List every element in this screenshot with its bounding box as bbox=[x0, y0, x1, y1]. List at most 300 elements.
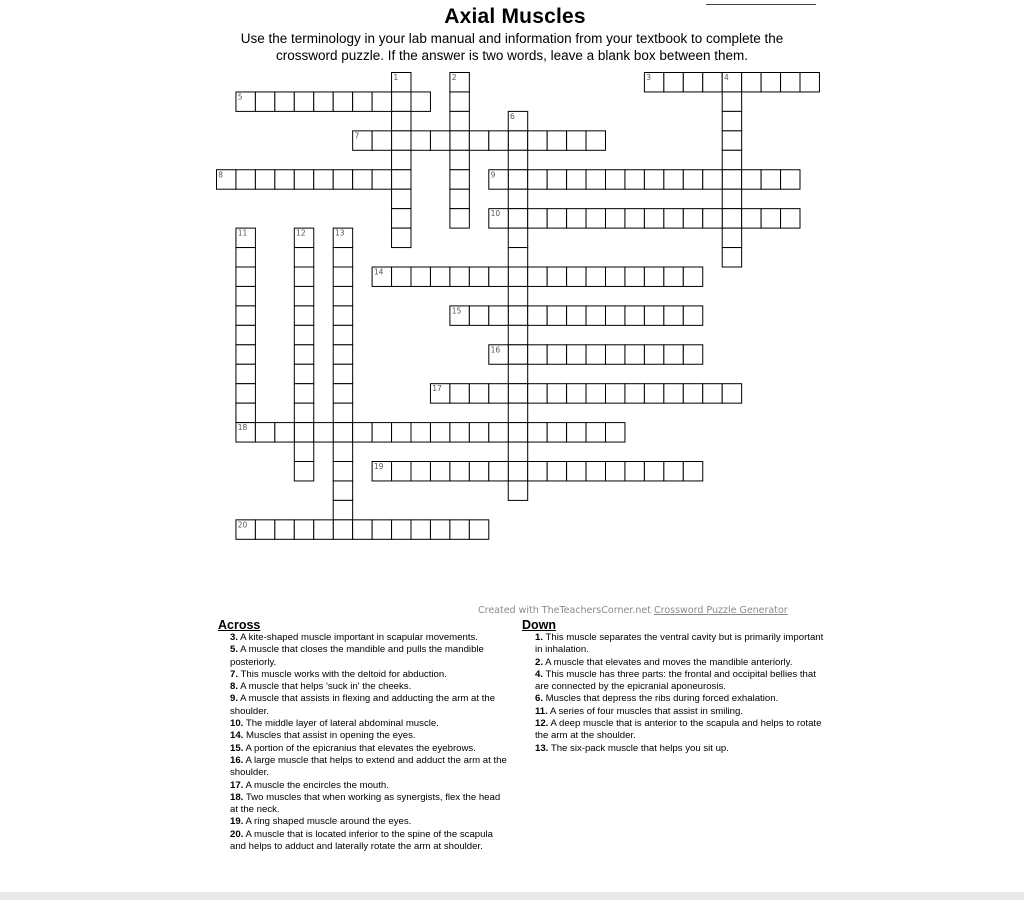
across-clue bbox=[230, 816, 510, 828]
grid-cell[interactable] bbox=[314, 520, 333, 539]
grid-cell[interactable] bbox=[275, 92, 294, 111]
grid-cell[interactable] bbox=[664, 170, 683, 189]
clue-text: A muscle that helps 'suck in' the cheeks. bbox=[238, 681, 412, 693]
grid-cell[interactable] bbox=[703, 384, 722, 403]
grid-cell[interactable] bbox=[625, 345, 644, 364]
grid-cell[interactable] bbox=[606, 209, 625, 228]
clue-number: 15. bbox=[230, 742, 244, 754]
down-clue bbox=[535, 693, 825, 705]
credit-text: Created with TheTeachersCorner.net bbox=[478, 605, 651, 616]
clue-number: 10. bbox=[230, 718, 244, 730]
grid-cell[interactable] bbox=[469, 267, 488, 286]
grid-cell[interactable] bbox=[508, 325, 527, 344]
grid-cell[interactable] bbox=[392, 209, 411, 228]
clue-number: 20. bbox=[230, 828, 244, 840]
grid-cell[interactable] bbox=[372, 131, 391, 150]
grid-cell[interactable] bbox=[275, 170, 294, 189]
grid-cell[interactable] bbox=[567, 384, 586, 403]
grid-cell[interactable] bbox=[606, 345, 625, 364]
down-clue bbox=[535, 706, 825, 718]
cell-number: 9 bbox=[490, 170, 496, 180]
clue-number: 1. bbox=[535, 632, 544, 643]
grid-cell[interactable] bbox=[625, 462, 644, 481]
grid-cell[interactable] bbox=[800, 73, 819, 92]
grid-cell[interactable] bbox=[761, 170, 780, 189]
grid-cell[interactable] bbox=[411, 131, 430, 150]
grid-cell[interactable] bbox=[294, 364, 313, 383]
grid-cell[interactable] bbox=[722, 150, 741, 169]
grid-cell[interactable] bbox=[392, 520, 411, 539]
grid-cell[interactable] bbox=[781, 73, 800, 92]
grid-cell[interactable] bbox=[333, 500, 352, 519]
grid-cell[interactable] bbox=[294, 248, 313, 267]
grid-cell[interactable] bbox=[547, 306, 566, 325]
clue-text: A kite-shaped muscle important in scapular movements. bbox=[238, 632, 478, 643]
grid-cell[interactable] bbox=[508, 345, 527, 364]
grid-cell[interactable] bbox=[528, 462, 547, 481]
cell-number: 19 bbox=[373, 462, 384, 471]
grid-cell[interactable] bbox=[567, 423, 586, 442]
grid-cell[interactable] bbox=[644, 267, 663, 286]
cell-number: 3 bbox=[646, 73, 651, 82]
grid-cell[interactable] bbox=[586, 267, 605, 286]
grid-cell[interactable] bbox=[722, 248, 741, 267]
grid-cell[interactable] bbox=[294, 267, 313, 286]
down-clue bbox=[535, 743, 825, 755]
grid-cell[interactable] bbox=[275, 520, 294, 539]
grid-cell[interactable] bbox=[489, 131, 508, 150]
grid-cell[interactable] bbox=[586, 131, 605, 150]
cell-number: 2 bbox=[451, 73, 457, 82]
grid-cell[interactable] bbox=[489, 423, 508, 442]
across-clue bbox=[230, 718, 510, 730]
grid-cell[interactable] bbox=[508, 131, 527, 150]
grid-cell[interactable] bbox=[528, 131, 547, 150]
grid-cell[interactable] bbox=[528, 209, 547, 228]
clue-text: A deep muscle that is anterior to the scapula and helps to rotate the arm at the shoulder. bbox=[535, 718, 822, 742]
grid-cell[interactable] bbox=[469, 306, 488, 325]
grid-cell[interactable] bbox=[294, 325, 313, 344]
grid-cell[interactable] bbox=[372, 520, 391, 539]
grid-cell[interactable] bbox=[644, 345, 663, 364]
grid-cell[interactable] bbox=[333, 325, 352, 344]
grid-cell[interactable] bbox=[567, 306, 586, 325]
across-clue bbox=[230, 829, 510, 854]
grid-cell[interactable] bbox=[567, 267, 586, 286]
clue-text: The middle layer of lateral abdominal muscle. bbox=[243, 718, 439, 730]
down-heading: Down bbox=[522, 618, 557, 632]
grid-cell[interactable] bbox=[294, 520, 313, 539]
grid-cell[interactable] bbox=[450, 384, 469, 403]
grid-cell[interactable] bbox=[294, 462, 313, 481]
grid-cell[interactable] bbox=[586, 384, 605, 403]
cell-number: 10 bbox=[490, 209, 501, 219]
grid-cell[interactable] bbox=[236, 364, 255, 383]
grid-cell[interactable] bbox=[430, 423, 449, 442]
grid-cell[interactable] bbox=[430, 267, 449, 286]
grid-cell[interactable] bbox=[333, 462, 352, 481]
clue-number: 9. bbox=[230, 693, 239, 705]
grid-cell[interactable] bbox=[508, 209, 527, 228]
page-bottom-edge bbox=[0, 892, 1024, 900]
grid-cell[interactable] bbox=[469, 462, 488, 481]
clue-text: This muscle separates the ventral cavity but is primarily important in inhalation. bbox=[535, 632, 824, 656]
grid-cell[interactable] bbox=[392, 170, 411, 189]
grid-cell[interactable] bbox=[664, 462, 683, 481]
grid-cell[interactable] bbox=[703, 209, 722, 228]
clue-number: 11. bbox=[535, 705, 548, 717]
grid-cell[interactable] bbox=[781, 209, 800, 228]
grid-cell[interactable] bbox=[508, 306, 527, 325]
grid-cell[interactable] bbox=[742, 73, 761, 92]
grid-cell[interactable] bbox=[469, 384, 488, 403]
grid-cell[interactable] bbox=[508, 462, 527, 481]
grid-cell[interactable] bbox=[586, 306, 605, 325]
grid-cell[interactable] bbox=[450, 267, 469, 286]
grid-cell[interactable] bbox=[606, 170, 625, 189]
grid-cell[interactable] bbox=[625, 306, 644, 325]
grid-cell[interactable] bbox=[742, 209, 761, 228]
grid-cell[interactable] bbox=[333, 345, 352, 364]
grid-cell[interactable] bbox=[333, 267, 352, 286]
clue-text: A portion of the epicranius that elevates the eyebrows. bbox=[243, 742, 476, 754]
grid-cell[interactable] bbox=[508, 189, 527, 208]
grid-cell[interactable] bbox=[508, 286, 527, 305]
instructions: Use the terminology in your lab manual and information from your textbook to complete the crossword puzzle. If the answer is two words, leave a blank box between them. bbox=[240, 31, 784, 63]
clue-text: A muscle that is located inferior to the spine of the scapula and helps to adduct and laterally rotate the arm at shoulder. bbox=[230, 828, 493, 853]
grid-cell[interactable] bbox=[469, 423, 488, 442]
grid-cell[interactable] bbox=[392, 423, 411, 442]
grid-cell[interactable] bbox=[508, 248, 527, 267]
grid-cell[interactable] bbox=[547, 131, 566, 150]
across-clue bbox=[230, 755, 510, 780]
cell-number: 1 bbox=[393, 73, 399, 82]
grid-cell[interactable] bbox=[644, 306, 663, 325]
across-clue bbox=[230, 693, 510, 718]
grid-cell[interactable] bbox=[644, 462, 663, 481]
grid-cell[interactable] bbox=[333, 520, 352, 539]
grid-cell[interactable] bbox=[567, 170, 586, 189]
grid-cell[interactable] bbox=[606, 462, 625, 481]
clue-text: Muscles that depress the ribs during forced exhalation. bbox=[543, 693, 779, 705]
clue-text: Two muscles that when working as synergists, flex the head at the neck. bbox=[230, 791, 501, 816]
grid-cell[interactable] bbox=[683, 170, 702, 189]
grid-cell[interactable] bbox=[547, 170, 566, 189]
grid-cell[interactable] bbox=[294, 345, 313, 364]
grid-cell[interactable] bbox=[722, 111, 741, 130]
grid-cell[interactable] bbox=[528, 306, 547, 325]
grid-cell[interactable] bbox=[392, 189, 411, 208]
grid-cell[interactable] bbox=[508, 364, 527, 383]
grid-cell[interactable] bbox=[314, 423, 333, 442]
grid-cell[interactable] bbox=[625, 170, 644, 189]
grid-cell[interactable] bbox=[586, 209, 605, 228]
grid-cell[interactable] bbox=[294, 306, 313, 325]
down-clue-list bbox=[535, 632, 825, 755]
grid-cell[interactable] bbox=[450, 423, 469, 442]
grid-cell[interactable] bbox=[392, 462, 411, 481]
grid-cell[interactable] bbox=[333, 364, 352, 383]
grid-cell[interactable] bbox=[450, 150, 469, 169]
clue-text: A series of four muscles that assist in smiling. bbox=[547, 705, 743, 717]
grid-cell[interactable] bbox=[353, 423, 372, 442]
grid-cell[interactable] bbox=[353, 520, 372, 539]
grid-cell[interactable] bbox=[411, 462, 430, 481]
grid-cell[interactable] bbox=[606, 384, 625, 403]
grid-cell[interactable] bbox=[703, 170, 722, 189]
grid-cell[interactable] bbox=[567, 131, 586, 150]
grid-cell[interactable] bbox=[664, 306, 683, 325]
grid-cell[interactable] bbox=[333, 481, 352, 500]
clue-number: 19. bbox=[230, 816, 244, 828]
grid-cell[interactable] bbox=[333, 423, 352, 442]
cell-number: 14 bbox=[373, 267, 384, 277]
grid-cell[interactable] bbox=[333, 92, 352, 111]
grid-cell[interactable] bbox=[567, 345, 586, 364]
grid-cell[interactable] bbox=[236, 248, 255, 267]
grid-cell[interactable] bbox=[255, 520, 274, 539]
grid-cell[interactable] bbox=[372, 423, 391, 442]
grid-cell[interactable] bbox=[450, 462, 469, 481]
grid-cell[interactable] bbox=[703, 73, 722, 92]
grid-cell[interactable] bbox=[353, 170, 372, 189]
grid-cell[interactable] bbox=[606, 423, 625, 442]
grid-cell[interactable] bbox=[664, 384, 683, 403]
grid-cell[interactable] bbox=[547, 267, 566, 286]
grid-cell[interactable] bbox=[683, 384, 702, 403]
grid-cell[interactable] bbox=[333, 286, 352, 305]
grid-cell[interactable] bbox=[430, 462, 449, 481]
grid-cell[interactable] bbox=[294, 423, 313, 442]
grid-cell[interactable] bbox=[372, 92, 391, 111]
grid-cell[interactable] bbox=[722, 189, 741, 208]
grid-cell[interactable] bbox=[450, 209, 469, 228]
grid-cell[interactable] bbox=[430, 131, 449, 150]
grid-cell[interactable] bbox=[294, 286, 313, 305]
grid-cell[interactable] bbox=[528, 384, 547, 403]
grid-cell[interactable] bbox=[586, 345, 605, 364]
grid-cell[interactable] bbox=[450, 170, 469, 189]
down-clue bbox=[535, 718, 825, 743]
grid-cell[interactable] bbox=[411, 267, 430, 286]
clue-number: 3. bbox=[230, 632, 239, 643]
down-clue bbox=[535, 669, 825, 694]
clue-number: 12. bbox=[535, 718, 549, 730]
grid-cell[interactable] bbox=[314, 170, 333, 189]
cell-number: 15 bbox=[451, 306, 462, 316]
clue-number: 16. bbox=[230, 754, 244, 766]
grid-cell[interactable] bbox=[508, 150, 527, 169]
grid-cell[interactable] bbox=[508, 442, 527, 461]
grid-cell[interactable] bbox=[508, 481, 527, 500]
grid-cell[interactable] bbox=[586, 423, 605, 442]
grid-cell[interactable] bbox=[722, 131, 741, 150]
grid-cell[interactable] bbox=[294, 403, 313, 422]
grid-cell[interactable] bbox=[333, 248, 352, 267]
clue-text: The six-pack muscle that helps you sit up. bbox=[548, 742, 729, 754]
grid-cell[interactable] bbox=[644, 384, 663, 403]
across-clue-list bbox=[230, 632, 510, 853]
grid-cell[interactable] bbox=[372, 170, 391, 189]
grid-cell[interactable] bbox=[333, 384, 352, 403]
grid-cell[interactable] bbox=[411, 92, 430, 111]
grid-cell[interactable] bbox=[392, 150, 411, 169]
grid-cell[interactable] bbox=[722, 209, 741, 228]
grid-cell[interactable] bbox=[333, 170, 352, 189]
grid-cell[interactable] bbox=[294, 170, 313, 189]
grid-cell[interactable] bbox=[353, 92, 372, 111]
grid-cell[interactable] bbox=[236, 384, 255, 403]
grid-cell[interactable] bbox=[469, 520, 488, 539]
generator-link[interactable]: Crossword Puzzle Generator bbox=[653, 605, 788, 616]
across-clue bbox=[230, 792, 510, 817]
grid-cell[interactable] bbox=[547, 345, 566, 364]
grid-cell[interactable] bbox=[761, 73, 780, 92]
grid-cell[interactable] bbox=[586, 170, 605, 189]
clue-text: This muscle works with the deltoid for abduction. bbox=[238, 668, 447, 680]
clue-text: A large muscle that helps to extend and adduct the arm at the shoulder. bbox=[230, 754, 507, 779]
grid-cell[interactable] bbox=[255, 92, 274, 111]
clue-number: 18. bbox=[230, 791, 244, 803]
grid-cell[interactable] bbox=[567, 462, 586, 481]
cell-number: 6 bbox=[510, 111, 515, 121]
grid-cell[interactable] bbox=[664, 73, 683, 92]
grid-cell[interactable] bbox=[664, 345, 683, 364]
grid-cell[interactable] bbox=[236, 170, 255, 189]
grid-cell[interactable] bbox=[236, 403, 255, 422]
grid-cell[interactable] bbox=[236, 325, 255, 344]
grid-cell[interactable] bbox=[781, 170, 800, 189]
grid-cell[interactable] bbox=[528, 345, 547, 364]
grid-cell[interactable] bbox=[683, 345, 702, 364]
grid-cell[interactable] bbox=[547, 462, 566, 481]
grid-cell[interactable] bbox=[489, 267, 508, 286]
grid-cell[interactable] bbox=[547, 209, 566, 228]
grid-cell[interactable] bbox=[333, 403, 352, 422]
clue-number: 13. bbox=[535, 742, 549, 754]
grid-cell[interactable] bbox=[528, 267, 547, 286]
grid-cell[interactable] bbox=[411, 520, 430, 539]
grid-cell[interactable] bbox=[722, 92, 741, 111]
grid-cell[interactable] bbox=[547, 423, 566, 442]
cell-number: 16 bbox=[490, 345, 501, 355]
grid-cell[interactable] bbox=[508, 423, 527, 442]
grid-cell[interactable] bbox=[683, 306, 702, 325]
grid-cell[interactable] bbox=[294, 442, 313, 461]
clue-text: A muscle that assists in flexing and adducting the arm at the shoulder. bbox=[230, 693, 496, 717]
clue-number: 4. bbox=[535, 668, 544, 680]
grid-cell[interactable] bbox=[236, 267, 255, 286]
cell-number: 4 bbox=[724, 73, 729, 82]
grid-cell[interactable] bbox=[392, 92, 411, 111]
grid-cell[interactable] bbox=[722, 228, 741, 247]
grid-cell[interactable] bbox=[236, 286, 255, 305]
grid-cell[interactable] bbox=[255, 423, 274, 442]
grid-cell[interactable] bbox=[450, 189, 469, 208]
grid-cell[interactable] bbox=[644, 209, 663, 228]
grid-cell[interactable] bbox=[489, 384, 508, 403]
clue-text: A muscle that closes the mandible and pulls the mandible posteriorly. bbox=[230, 644, 484, 668]
cell-number: 11 bbox=[237, 228, 248, 238]
grid-cell[interactable] bbox=[625, 384, 644, 403]
cell-number: 20 bbox=[237, 520, 248, 530]
down-clue bbox=[535, 632, 825, 657]
grid-cell[interactable] bbox=[236, 306, 255, 325]
grid-cell[interactable] bbox=[742, 170, 761, 189]
clue-number: 7. bbox=[230, 668, 239, 680]
grid-cell[interactable] bbox=[255, 170, 274, 189]
grid-cell[interactable] bbox=[664, 267, 683, 286]
grid-cell[interactable] bbox=[508, 384, 527, 403]
grid-cell[interactable] bbox=[450, 520, 469, 539]
grid-cell[interactable] bbox=[392, 111, 411, 130]
grid-cell[interactable] bbox=[411, 423, 430, 442]
clue-number: 6. bbox=[535, 693, 544, 705]
grid-cell[interactable] bbox=[528, 170, 547, 189]
grid-cell[interactable] bbox=[567, 209, 586, 228]
grid-cell[interactable] bbox=[664, 209, 683, 228]
grid-cell[interactable] bbox=[683, 462, 702, 481]
clue-number: 5. bbox=[230, 644, 239, 656]
grid-cell[interactable] bbox=[469, 131, 488, 150]
grid-cell[interactable] bbox=[625, 267, 644, 286]
grid-cell[interactable] bbox=[294, 384, 313, 403]
grid-cell[interactable] bbox=[275, 423, 294, 442]
grid-cell[interactable] bbox=[606, 267, 625, 286]
across-heading: Across bbox=[218, 618, 261, 632]
grid-cell[interactable] bbox=[489, 306, 508, 325]
grid-cell[interactable] bbox=[450, 92, 469, 111]
clue-text: This muscle has three parts: the frontal and occipital bellies that are connected by the epicranial aponeurosis. bbox=[535, 668, 816, 693]
cell-number: 12 bbox=[296, 228, 306, 238]
grid-cell[interactable] bbox=[508, 228, 527, 247]
cell-number: 13 bbox=[335, 228, 345, 238]
grid-cell[interactable] bbox=[392, 131, 411, 150]
grid-cell[interactable] bbox=[392, 267, 411, 286]
grid-cell[interactable] bbox=[761, 209, 780, 228]
grid-cell[interactable] bbox=[294, 92, 313, 111]
grid-cell[interactable] bbox=[586, 462, 605, 481]
grid-cell[interactable] bbox=[236, 345, 255, 364]
across-clue bbox=[230, 743, 510, 755]
grid-cell[interactable] bbox=[683, 267, 702, 286]
grid-cell[interactable] bbox=[392, 228, 411, 247]
grid-cell[interactable] bbox=[314, 92, 333, 111]
grid-cell[interactable] bbox=[333, 306, 352, 325]
grid-cell[interactable] bbox=[508, 170, 527, 189]
grid-cell[interactable] bbox=[625, 209, 644, 228]
grid-cell[interactable] bbox=[683, 209, 702, 228]
grid-cell[interactable] bbox=[644, 170, 663, 189]
clue-text: A muscle the encircles the mouth. bbox=[243, 779, 389, 791]
grid-cell[interactable] bbox=[722, 170, 741, 189]
grid-cell[interactable] bbox=[450, 111, 469, 130]
grid-cell[interactable] bbox=[606, 306, 625, 325]
grid-cell[interactable] bbox=[430, 520, 449, 539]
grid-cell[interactable] bbox=[333, 442, 352, 461]
grid-cell[interactable] bbox=[722, 384, 741, 403]
grid-cell[interactable] bbox=[547, 384, 566, 403]
cell-number: 17 bbox=[432, 384, 442, 394]
grid-cell[interactable] bbox=[508, 403, 527, 422]
across-clue bbox=[230, 730, 510, 742]
grid-cell[interactable] bbox=[508, 267, 527, 286]
across-clue bbox=[230, 669, 510, 681]
grid-cell[interactable] bbox=[450, 131, 469, 150]
grid-cell[interactable] bbox=[683, 73, 702, 92]
grid-cell[interactable] bbox=[528, 423, 547, 442]
grid-cell[interactable] bbox=[489, 462, 508, 481]
